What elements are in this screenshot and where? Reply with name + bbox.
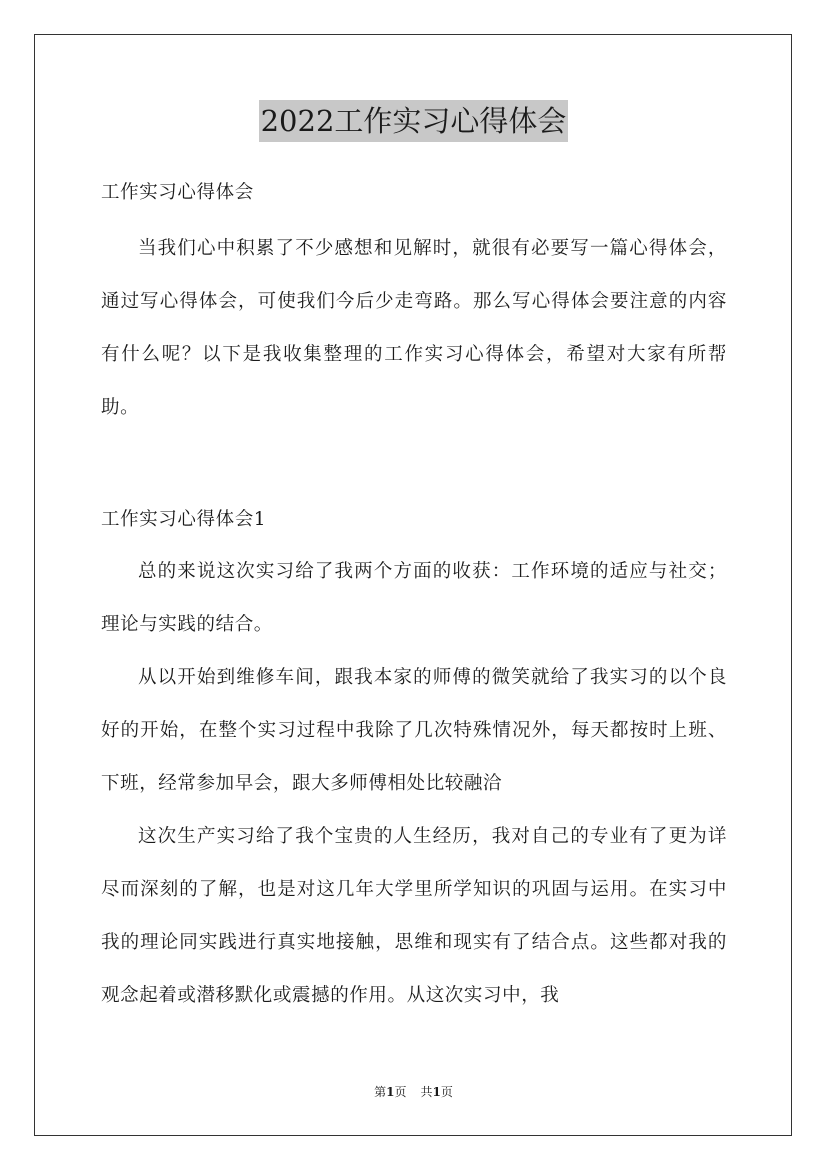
page-current: 1 (386, 1085, 395, 1099)
document-title: 2022工作实习心得体会 (259, 100, 569, 142)
page-prefix: 第 (374, 1085, 387, 1099)
section-1-paragraph-3: 这次生产实习给了我个宝贵的人生经历，我对自己的专业有了更为详尽而深刻的了解，也是对这几年大学里所学知识的巩固与运用。在实习中我的理论同实践进行真实地接触，思维和现实有了结合点。这些都对我的观念起着或潜移默化或震撼的作用。从这次实习中，我 (101, 826, 727, 1006)
section-1-paragraph-2: 从以开始到维修车间，跟我本家的师傅的微笑就给了我实习的以个良好的开始，在整个实习过程中我除了几次特殊情况外，每天都按时上班、下班，经常参加早会，跟大多师傅相处比较融洽 (101, 667, 727, 794)
section-1-heading: 工作实习心得体会1 (101, 509, 267, 530)
intro-paragraph: 当我们心中积累了不少感想和见解时，就很有必要写一篇心得体会，通过写心得体会，可使我们今后少走弯路。那么写心得体会要注意的内容有什么呢？以下是我收集整理的工作实习心得体会，希望对大家有所帮助。 (101, 238, 727, 418)
total-prefix: 共 (420, 1085, 433, 1099)
intro-heading: 工作实习心得体会 (101, 182, 254, 203)
intro-section (101, 222, 727, 434)
title-wrapper (0, 100, 827, 142)
page-footer (0, 1083, 827, 1100)
page-total: 1 (432, 1085, 441, 1099)
total-unit: 页 (440, 1085, 453, 1099)
section-1-body (101, 545, 727, 1022)
page-unit: 页 (394, 1085, 407, 1099)
section-1-paragraph-1: 总的来说这次实习给了我两个方面的收获：工作环境的适应与社交；理论与实践的结合。 (101, 561, 727, 635)
